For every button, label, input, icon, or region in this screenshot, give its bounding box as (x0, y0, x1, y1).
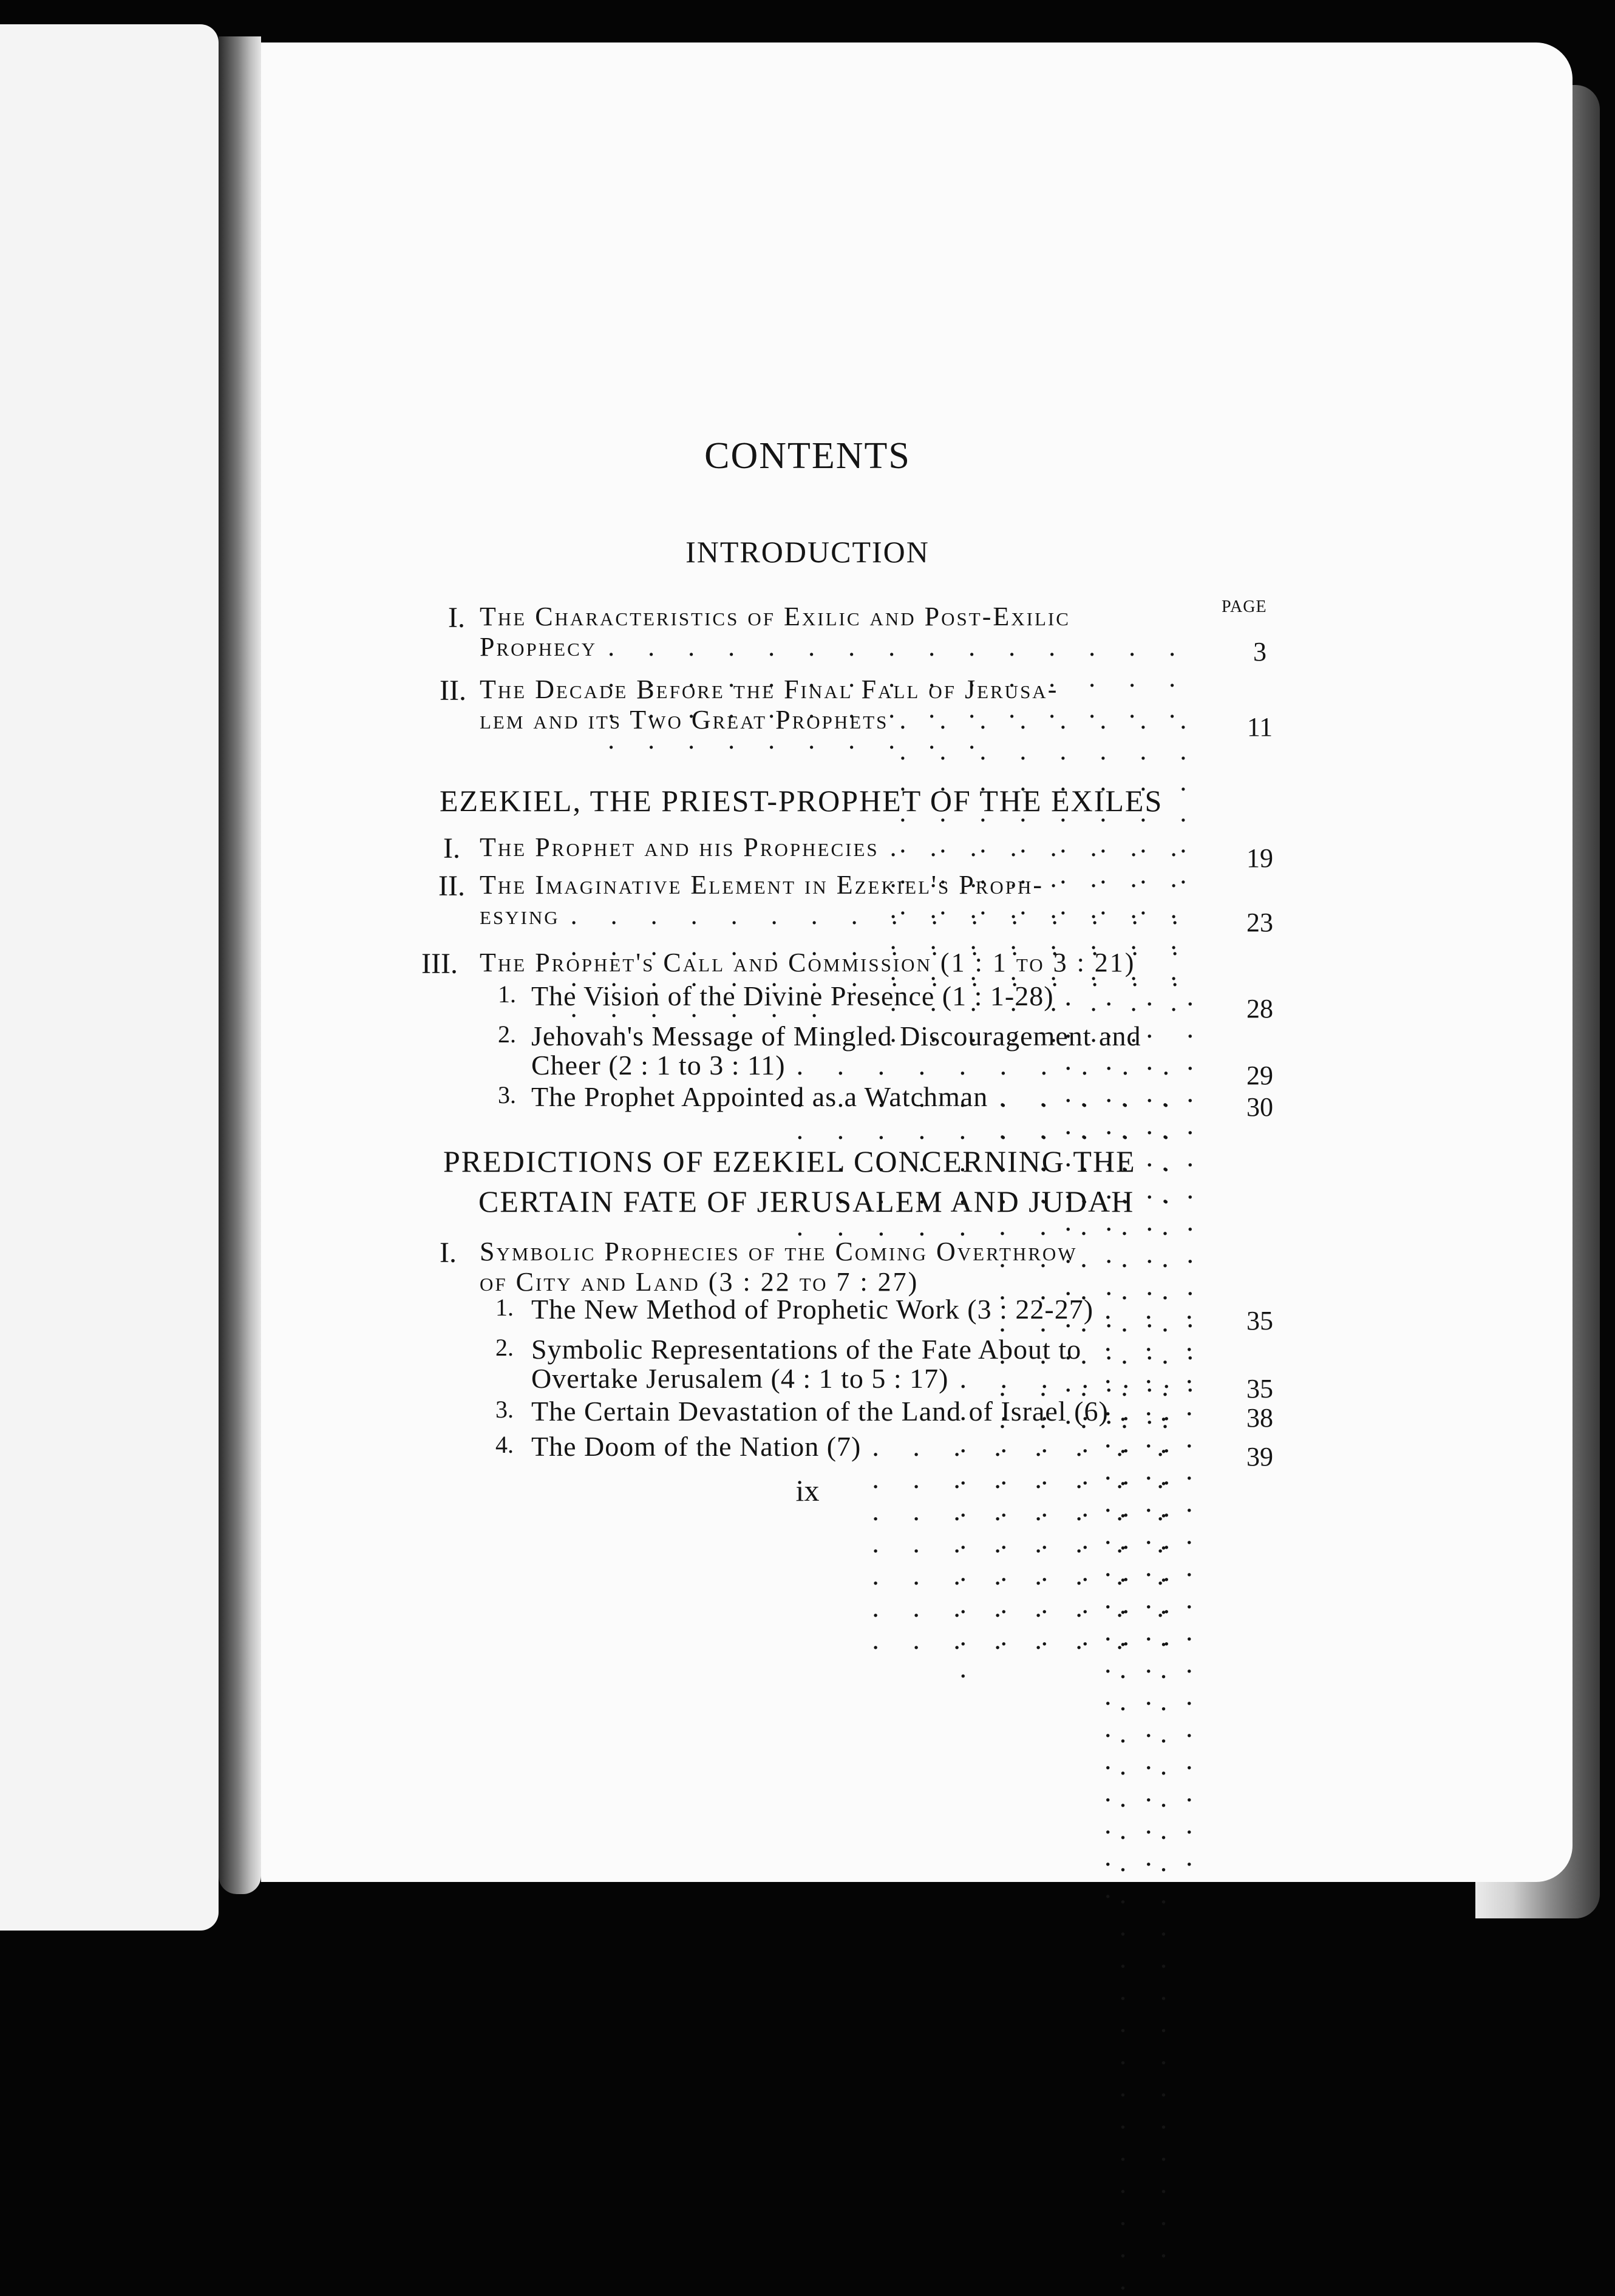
section-heading-introduction: INTRODUCTION (685, 535, 930, 569)
page-folio: ix (795, 1473, 820, 1507)
entry-title-line: The Characteristics of Exilic and Post-Exilic (480, 602, 1070, 631)
subentry-number: 1. (495, 1294, 514, 1321)
subentry-number: 2. (495, 1334, 514, 1361)
left-page-edge (0, 24, 219, 1931)
subentry-title-text: The Vision of the Divine Presence (1 : 1-28) (531, 980, 1054, 1011)
page-title: CONTENTS (704, 435, 911, 477)
dot-leader (872, 1430, 1209, 1656)
entry-title-line-2: Prophecy (480, 632, 597, 662)
subentry-number: 2. (498, 1021, 516, 1048)
subentry-page-number: 35 (1246, 1374, 1273, 1404)
entry-title-line: The Prophet's Call and Commission (1 : 1 to 3 : 21) (480, 948, 1136, 977)
subentry-page-number: 29 (1246, 1061, 1273, 1090)
subentry-number: 1. (498, 980, 516, 1008)
entry-number: I. (448, 602, 465, 634)
entry-page-number: 19 (1246, 843, 1273, 873)
entry-page-number: 23 (1246, 908, 1273, 937)
subentry-page-number: 39 (1246, 1442, 1273, 1472)
book-gutter (219, 36, 261, 1894)
entry-title-line-2: esying (480, 900, 560, 930)
subentry-title-line-2: Cheer (2 : 1 to 3 : 11) (531, 1050, 786, 1081)
section-heading-ezekiel: EZEKIEL, THE PRIEST-PROPHET OF THE EXILES (440, 784, 1163, 818)
entry-title-line-2: of City and Land (3 : 22 to 7 : 27) (480, 1267, 919, 1297)
entry-page-number: 11 (1246, 712, 1273, 742)
section-heading-predictions-line-2: CERTAIN FATE OF JERUSALEM AND JUDAH (478, 1184, 1135, 1218)
entry-title-text: The Prophet and his Prophecies (480, 832, 879, 862)
entry-title-line: The Imaginative Element in Ezekiel's Proph- (480, 870, 1044, 900)
subentry-title-line (531, 1430, 1220, 1656)
subentry-title-text: The New Method of Prophetic Work (3 : 22-27) (531, 1294, 1094, 1325)
subentry-page-number: 38 (1246, 1403, 1273, 1433)
subentry-page-number: 28 (1246, 994, 1273, 1024)
subentry-page-number: 30 (1246, 1092, 1273, 1122)
entry-title-line-2: lem and its Two Great Prophets (480, 705, 889, 735)
entry-number: III. (421, 948, 458, 980)
subentry-title-line: Jehovah's Message of Mingled Discouragement and (531, 1021, 1141, 1051)
subentry-title-text: The Certain Devastation of the Land of Israel (6) (531, 1396, 1109, 1427)
entry-title-line: Symbolic Prophecies of the Coming Overthrow (480, 1237, 1078, 1266)
entry-title-line: The Decade Before the Final Fall of Jerusa- (480, 674, 1059, 704)
subentry-title-text: The Doom of the Nation (7) (531, 1431, 862, 1462)
entry-number: I. (443, 832, 460, 864)
subentry-title-text: The Prophet Appointed as a Watchman (531, 1081, 988, 1112)
subentry-title-line: Symbolic Representations of the Fate About to (531, 1334, 1082, 1365)
subentry-number: 4. (495, 1431, 514, 1458)
entry-number: II. (440, 674, 466, 707)
section-heading-predictions-line-1: PREDICTIONS OF EZEKIEL CONCERNING THE (443, 1144, 1136, 1178)
subentry-number: 3. (498, 1081, 516, 1109)
page-column-label: PAGE (1222, 597, 1267, 616)
subentry-title-line-2: Overtake Jerusalem (4 : 1 to 5 : 17) (531, 1363, 949, 1394)
entry-number: II. (438, 870, 465, 902)
subentry-number: 3. (495, 1396, 514, 1423)
subentry-page-number: 35 (1246, 1306, 1273, 1336)
entry-page-number: 3 (1253, 637, 1266, 667)
entry-number: I. (440, 1237, 457, 1269)
